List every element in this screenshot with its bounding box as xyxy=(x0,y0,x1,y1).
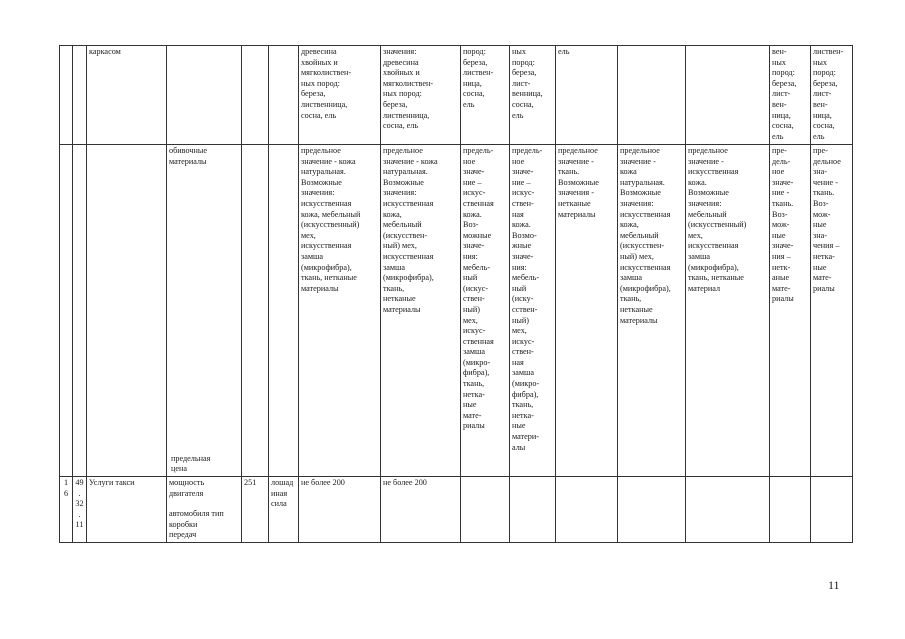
cell-value xyxy=(556,477,618,543)
page-number: 11 xyxy=(828,578,840,592)
cell-value: пре- дельное зна- чение - ткань. Воз- мож- ные зна- чения – нетка- ные мате- риалы xyxy=(811,145,853,477)
cell-name: Услуги такси xyxy=(87,477,167,543)
cell-value xyxy=(461,477,510,543)
cell-characteristic xyxy=(167,145,242,477)
cell-value: вен- ных пород: береза, лист- вен- ница, сосна, ель xyxy=(770,46,811,145)
cell-value: древесина хвойных и мягколиствен- ных пород: береза, лиственница, сосна, ель xyxy=(299,46,381,145)
cell-value: предельное значение - кожа натуральная. Возможные значения: искусственная кожа, мебельный (искусствен- ный) мех, искусственная замша (микрофибра), ткань, нетканые материалы xyxy=(618,145,686,477)
cell-value: не более 200 xyxy=(299,477,381,543)
cell-okei xyxy=(242,46,269,145)
cell-characteristic xyxy=(167,477,242,543)
requirements-table xyxy=(59,45,853,543)
characteristic-label: мощность двигателя xyxy=(169,478,205,498)
cell-value xyxy=(686,46,770,145)
table-row xyxy=(60,145,853,477)
cell-value: не более 200 xyxy=(381,477,461,543)
cell-num: 1 6 xyxy=(60,477,73,543)
table-row xyxy=(60,46,853,145)
characteristic-label-bottom: предельная цена xyxy=(171,453,211,474)
cell-value xyxy=(811,477,853,543)
cell-value: пород: береза, листвен- ница, сосна, ель xyxy=(461,46,510,145)
cell-unit xyxy=(269,145,299,477)
cell-unit: лошад иная сила xyxy=(269,477,299,543)
cell-value: предельное значение - искусственная кожа. Возможные значения: мебельный (искусственный) мех, искусственная замша (микрофибра), ткань, нетканые материал xyxy=(686,145,770,477)
cell-name: каркасом xyxy=(87,46,167,145)
cell-value: листвен- ных пород: береза, лист- вен- ница, сосна, ель xyxy=(811,46,853,145)
cell-value xyxy=(770,477,811,543)
cell-value: ель xyxy=(556,46,618,145)
cell-value xyxy=(618,477,686,543)
cell-code: 49 . 32 . 11 xyxy=(73,477,87,543)
cell-code xyxy=(73,46,87,145)
cell-characteristic xyxy=(167,46,242,145)
cell-okei xyxy=(242,145,269,477)
cell-value xyxy=(618,46,686,145)
cell-okei: 251 xyxy=(242,477,269,543)
cell-code xyxy=(73,145,87,477)
cell-value: предельное значение - кожа натуральная. Возможные значения: искусственная кожа, мебельный (искусствен- ный) мех, искусственная замша (микрофибра), ткань, нетканые материалы xyxy=(381,145,461,477)
cell-value xyxy=(510,477,556,543)
cell-value xyxy=(686,477,770,543)
characteristic-label: обивочные материалы xyxy=(169,146,207,166)
cell-value: ных пород: береза, лист- венница, сосна, ель xyxy=(510,46,556,145)
characteristic-label-continued: автомобиля тип коробки передач xyxy=(169,509,224,540)
cell-value: значения: древесина хвойных и мягколиствен- ных пород: береза, лиственница, сосна, ель xyxy=(381,46,461,145)
cell-num xyxy=(60,46,73,145)
cell-value: пре- дель- ное значе- ние - ткань. Воз- мож- ные значе- ния – нетк- аные мате- риалы xyxy=(770,145,811,477)
cell-unit xyxy=(269,46,299,145)
cell-num xyxy=(60,145,73,477)
cell-value: предельное значение - ткань. Возможные значения - нетканые материалы xyxy=(556,145,618,477)
cell-name xyxy=(87,145,167,477)
cell-value: предель- ное значе- ние – искус- ственная кожа. Воз- можные значе- ния: мебель- ный (искус- ствен- ный) мех, искус- ственная замша (микро- фибра), ткань, нетка- ные мате- риалы xyxy=(461,145,510,477)
cell-value: предель- ное значе- ние – искус- ствен- ная кожа. Возмо- жные значе- ния: мебель- ный (иску- сствен- ный) мех, искус- ствен- ная замша (микро- фибра), ткань, нетка- ные матери- алы xyxy=(510,145,556,477)
table-row xyxy=(60,477,853,543)
cell-value: предельное значение - кожа натуральная. Возможные значения: искусственная кожа, мебельный (искусственный) мех, искусственная замша (микрофибра), ткань, нетканые материалы xyxy=(299,145,381,477)
